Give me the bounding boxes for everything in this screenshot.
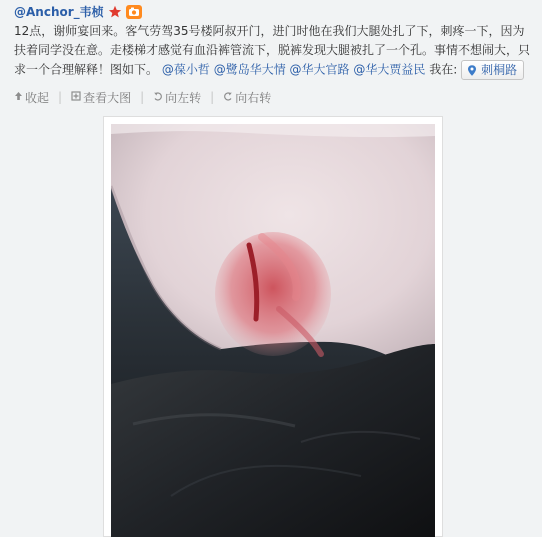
view-large-button[interactable]	[71, 89, 131, 106]
collapse-button[interactable]	[14, 89, 49, 106]
rotate-left-button[interactable]	[153, 89, 201, 106]
post-photo-frame	[103, 116, 443, 537]
post-header	[14, 4, 142, 20]
toolbar-divider: |	[210, 90, 215, 104]
mention-link[interactable]: @葆小哲	[161, 62, 210, 77]
rotate-right-label: 向右转	[235, 90, 272, 105]
rotate-left-icon	[153, 90, 163, 104]
mention-link[interactable]: @华大官路	[289, 62, 350, 77]
camera-icon[interactable]	[126, 5, 142, 19]
mention-link[interactable]: @华大贾益民	[353, 62, 426, 77]
image-toolbar	[14, 88, 271, 106]
zoom-icon	[71, 90, 81, 104]
rotate-right-icon	[223, 90, 233, 104]
location-name: 刺桐路	[481, 63, 518, 77]
location-pin-icon	[466, 64, 478, 77]
post-photo[interactable]	[111, 124, 435, 537]
toolbar-divider: |	[58, 90, 63, 104]
post-text	[14, 22, 534, 80]
toolbar-divider: |	[140, 90, 145, 104]
rotate-right-button[interactable]	[223, 89, 271, 106]
collapse-label: 收起	[25, 90, 50, 105]
view-large-label: 查看大图	[83, 90, 132, 105]
up-arrow-icon	[14, 90, 23, 104]
username-link[interactable]: @Anchor_韦桢	[14, 5, 104, 19]
location-button[interactable]	[461, 60, 524, 80]
red-star-icon[interactable]	[108, 5, 122, 19]
post-body-text: 12点，谢师宴回来。客气劳驾35号楼阿叔开门，进门时他在我们大腿处扎了下，刺疼一下，因为扶着同学没在意。走楼梯才感觉有血沿裤管流下，脱裤发现大腿被扎了一个孔。事情不想闹大，只求一个合理解释！图如下。	[14, 24, 531, 77]
rotate-left-label: 向左转	[165, 90, 202, 105]
mention-link[interactable]: @鹭岛华大情	[213, 62, 286, 77]
location-prefix: 我在:	[429, 62, 458, 77]
